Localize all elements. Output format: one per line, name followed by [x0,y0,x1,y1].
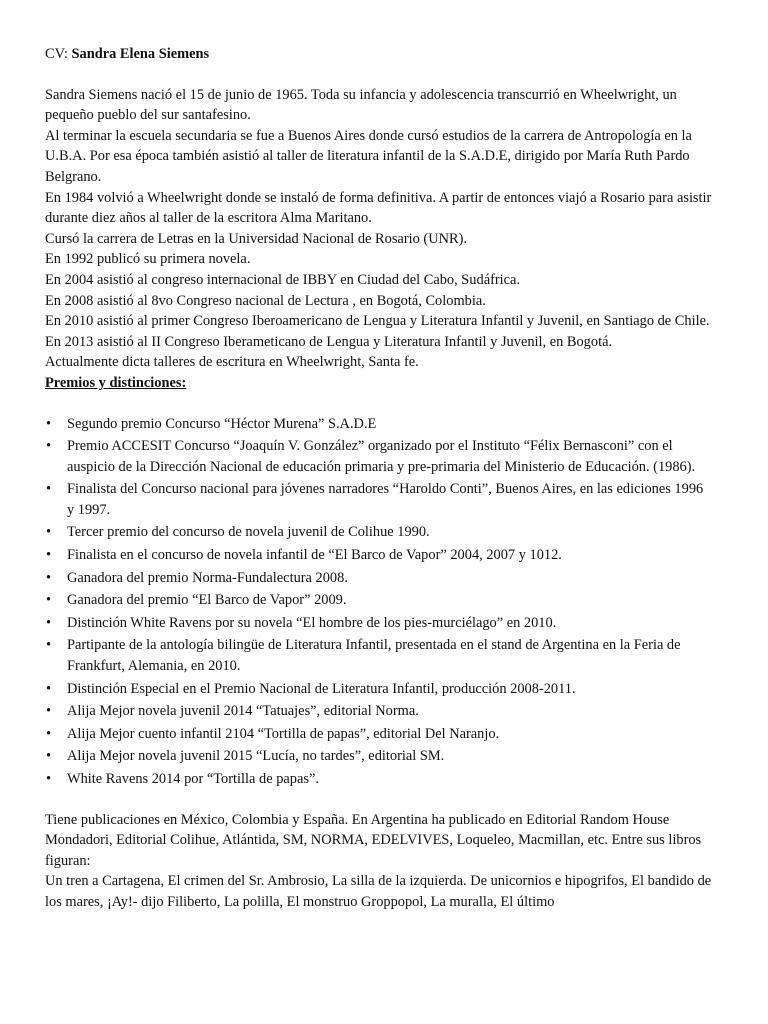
list-item [45,590,712,611]
bullet-icon: • [46,569,52,586]
bullet-icon: • [46,438,52,455]
bullet-icon: • [46,725,52,742]
bullet-icon: • [46,547,52,564]
bio-paragraph: En 2008 asistió al 8vo Congreso nacional de Lectura , en Bogotá, Colombia. [45,292,486,309]
bio-paragraph: Actualmente dicta talleres de escritura en Wheelwright, Santa fe. [45,354,419,371]
bio-paragraph: En 1992 publicó su primera novela. [45,251,251,268]
award-text: Finalista en el concurso de novela infantil de “El Barco de Vapor” 2004, 2007 y 1012. [67,547,562,564]
award-text: Segundo premio Concurso “Héctor Murena” S.A.D.E [67,415,377,432]
list-item [45,414,712,435]
award-text: Alija Mejor novela juvenil 2015 “Lucía, no tardes”, editorial SM. [67,748,445,765]
bio-paragraph: En 1984 volvió a Wheelwright donde se instaló de forma definitiva. A partir de entonces viajó a Rosario para asistir durante diez años al taller de la escritora Alma Maritano. [45,189,712,227]
awards-list [45,414,712,790]
bio-paragraph: En 2004 asistió al congreso internacional de IBBY en Ciudad del Cabo, Sudáfrica. [45,271,521,288]
award-text: White Ravens 2014 por “Tortilla de papas”. [67,771,319,787]
bullet-icon: • [46,680,52,697]
award-text: Finalista del Concurso nacional para jóvenes narradores “Haroldo Conti”, Buenos Aires, en las ediciones 1996 y 1997. [67,481,704,518]
list-item [45,679,712,700]
bullet-icon: • [46,703,52,720]
list-item [45,522,712,543]
list-item [45,545,712,566]
list-item [45,769,712,790]
bio-paragraph: Sandra Siemens nació el 15 de junio de 1965. Toda su infancia y adolescencia transcurrió en Wheelwright, un pequeño pueblo del sur santafesino. [45,86,677,124]
award-text: Ganadora del premio “El Barco de Vapor” 2009. [67,592,347,609]
bullet-icon: • [46,524,52,541]
list-item [45,479,712,520]
bio-paragraph: En 2013 asistió al II Congreso Iberameticano de Lengua y Literatura Infantil y Juvenil, en Bogotá. [45,333,613,350]
bullet-icon: • [46,748,52,765]
bio-paragraph: Al terminar la escuela secundaria se fue a Buenos Aires donde cursó estudios de la carrera de Antropología en la U.B.A. Por esa época también asistió al taller de literatura infantil de la S.A.D.E, dirigido por María Ruth Pardo Belgrano. [45,127,692,185]
biography [45,85,712,373]
cv-title [45,44,712,65]
award-text: Alija Mejor cuento infantil 2104 “Tortilla de papas”, editorial Del Naranjo. [67,725,500,742]
list-item [45,613,712,634]
list-item [45,724,712,745]
publications-books: Un tren a Cartagena, El crimen del Sr. Ambrosio, La silla de la izquierda. De unicornios e hipogrifos, El bandido de los mares, ¡Ay!- dijo Filiberto, La polilla, El monstruo Groppopol, La muralla, El último [45,873,712,910]
list-item [45,436,712,477]
bullet-icon: • [46,771,52,787]
list-item [45,635,712,676]
cv-prefix: CV: [45,46,72,62]
awards-heading: Premios y distinciones: [45,374,187,391]
publications-paragraph: Tiene publicaciones en México, Colombia y España. En Argentina ha publicado en Editorial Random House Mondadori, Editorial Colihue, Atlántida, SM, NORMA, EDELVIVES, Loqueleo, Macmillan, etc. Entre sus libros figuran: [45,811,702,869]
list-item [45,746,712,767]
award-text: Distinción White Ravens por su novela “El hombre de los pies-murciélago” en 2010. [67,614,557,631]
bullet-icon: • [46,637,52,654]
award-text: Partipante de la antología bilingüe de Literatura Infantil, presentada en el stand de Argentina en la Feria de Frankfurt, Alemania, en 2010. [67,637,681,675]
cv-name: Sandra Elena Siemens [71,46,210,62]
list-item [45,701,712,722]
bullet-icon: • [46,614,52,631]
award-text: Ganadora del premio Norma-Fundalectura 2008. [67,569,348,586]
award-text: Alija Mejor novela juvenil 2014 “Tatuajes”, editorial Norma. [67,703,419,720]
bio-paragraph: Cursó la carrera de Letras en la Universidad Nacional de Rosario (UNR). [45,230,467,247]
bullet-icon: • [46,481,52,498]
publications-section [45,810,712,913]
award-text: Tercer premio del concurso de novela juvenil de Colihue 1990. [67,524,430,541]
bullet-icon: • [46,592,52,609]
bio-paragraph: En 2010 asistió al primer Congreso Iberoamericano de Lengua y Literatura Infantil y Juvenil, en Santiago de Chile. [45,313,710,330]
list-item [45,568,712,589]
award-text: Distinción Especial en el Premio Nacional de Literatura Infantil, producción 2008-2011. [67,680,576,697]
bullet-icon: • [46,415,52,432]
award-text: Premio ACCESIT Concurso “Joaquín V. González” organizado por el Instituto “Félix Bernasconi” con el auspicio de la Dirección Nacional de educación primaria y pre-primaria del Ministerio de Educación. (1986). [67,438,696,475]
